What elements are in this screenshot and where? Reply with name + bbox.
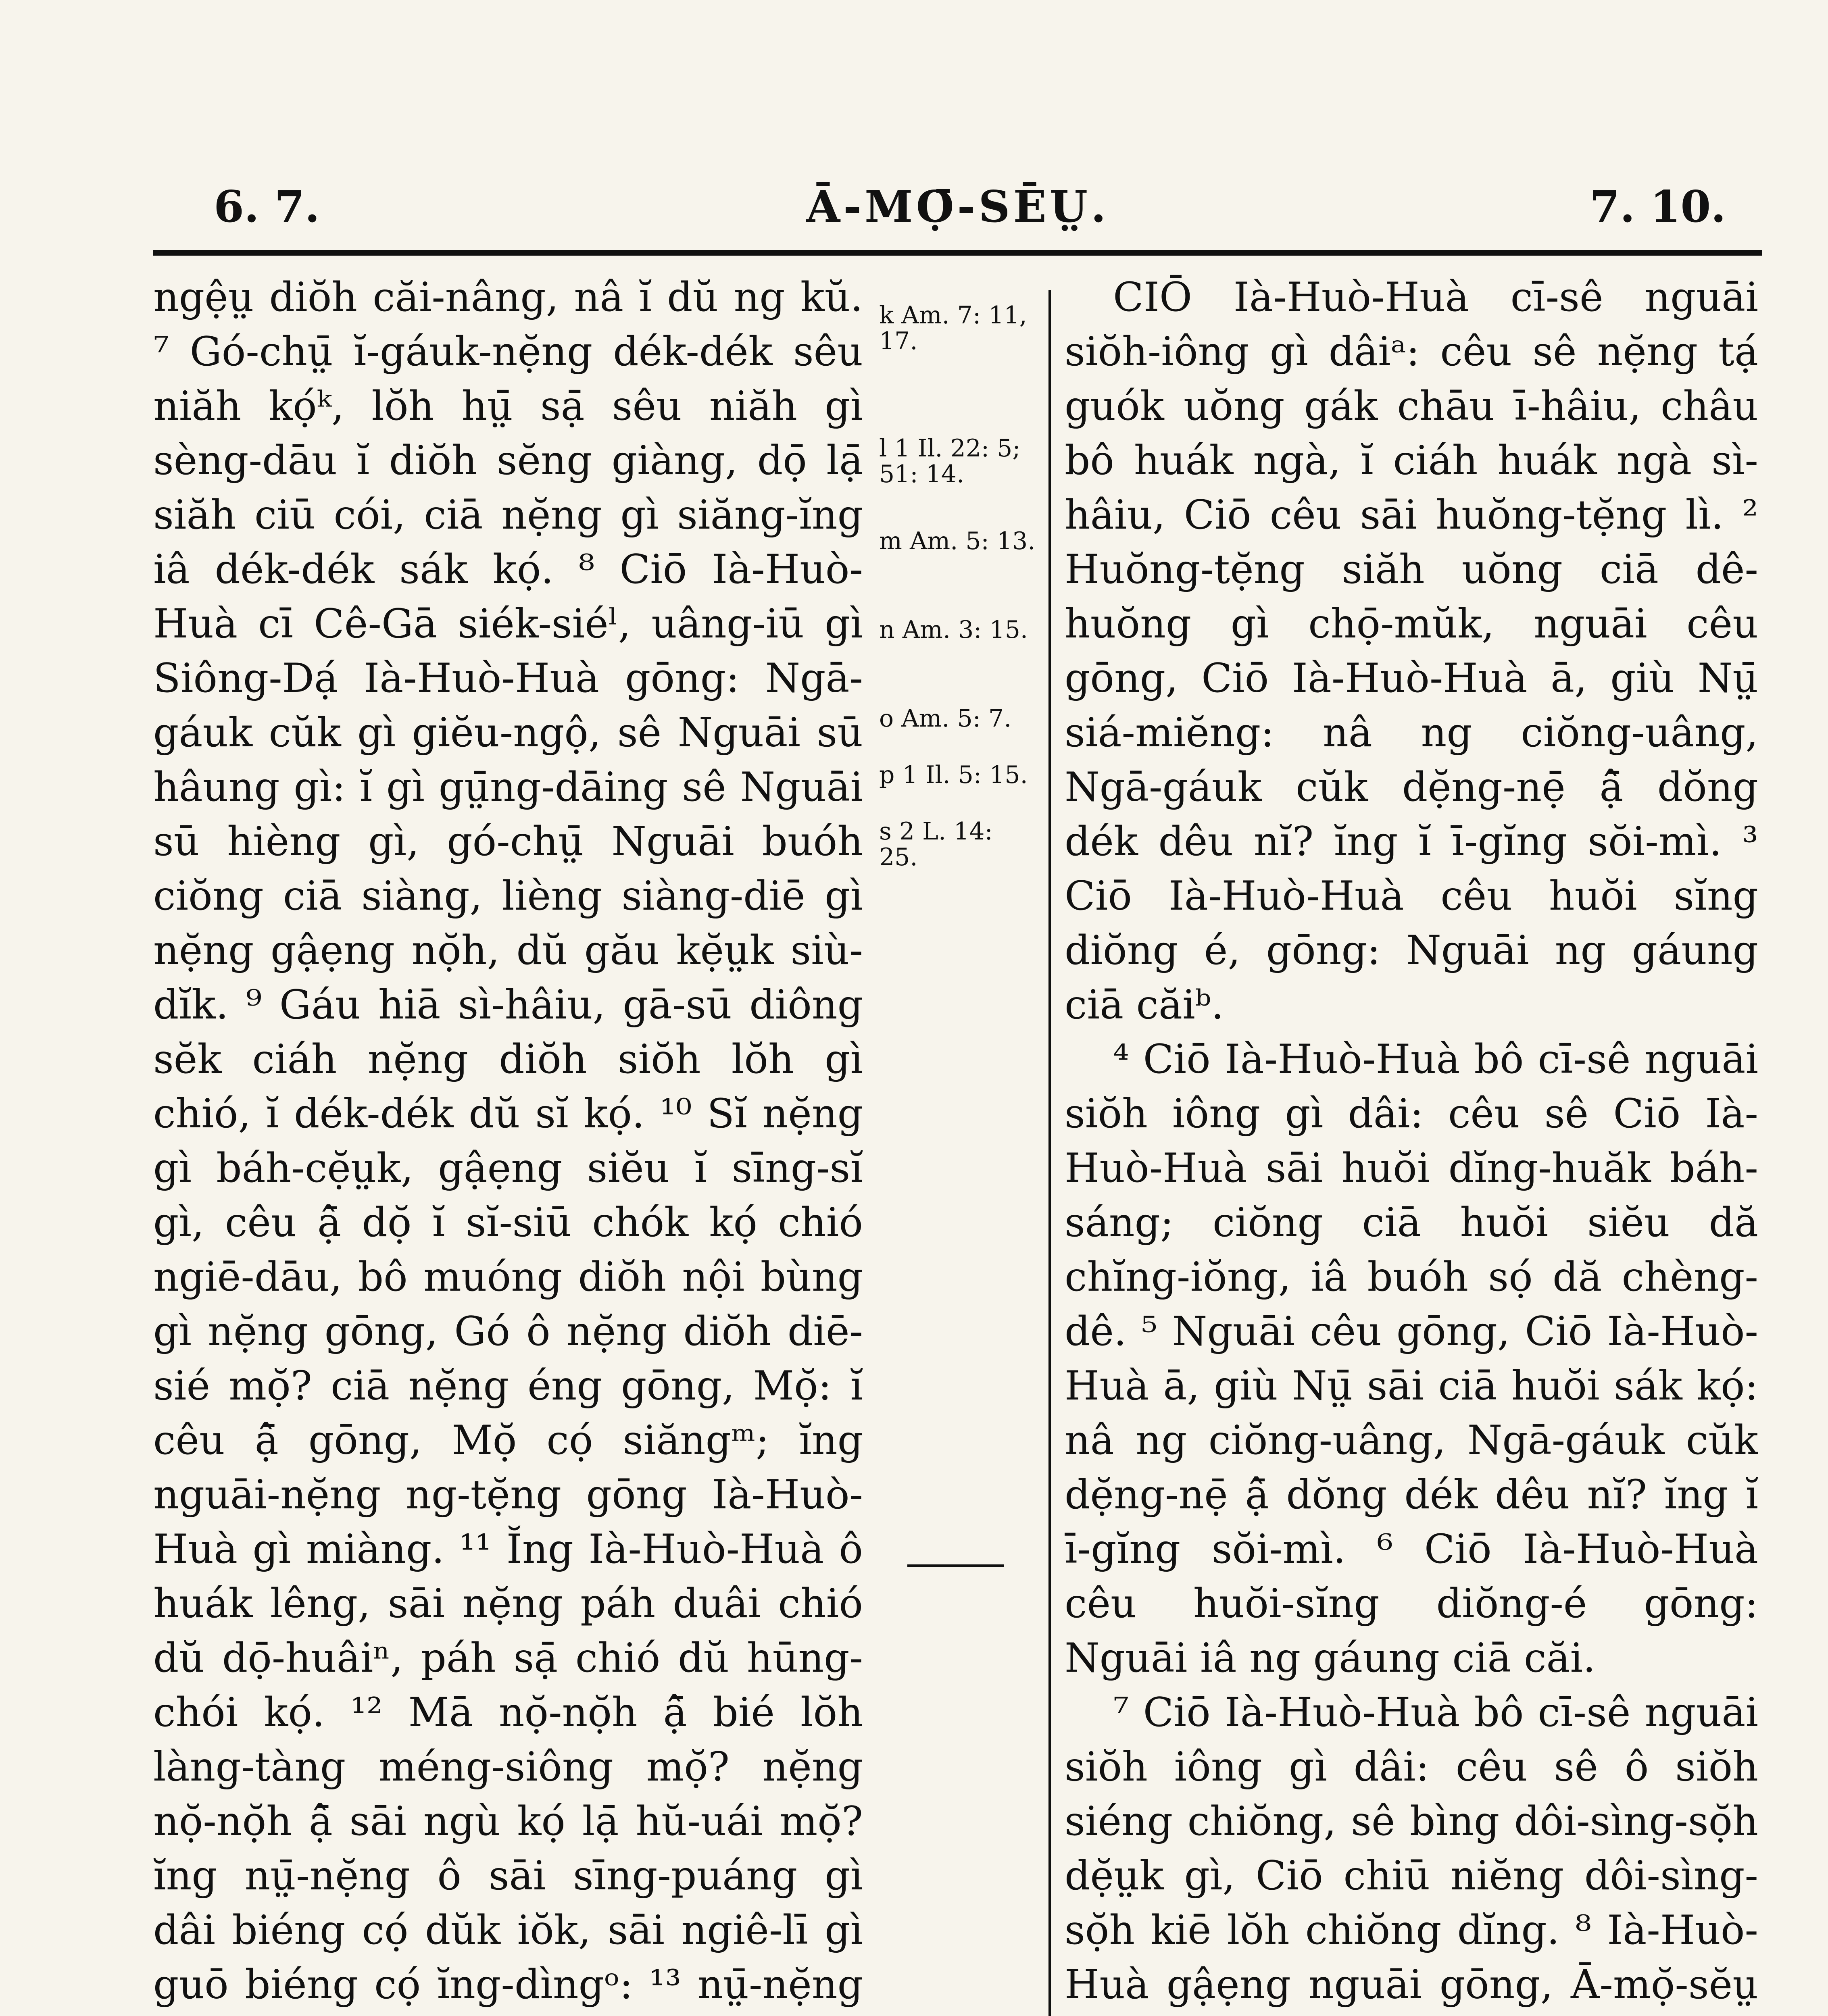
cross-reference: n Am. 3: 15. [879, 616, 1028, 644]
left-column-text: ngệṳ diŏh căi-nâng, nâ ĭ dŭ ng kŭ. ⁷ Gó-chṳ̄ ĭ-gáuk-nẹ̆ng dék-dék sêu niăh kọ́ᵏ, lŏh hṳ̄ sạ̄ sêu niăh gì sèng-dāu ĭ diŏh sĕng giàng, dọ̄ lạ̄ siăh ciū cói, ciā nẹ̆ng gì siăng-ĭng iâ dék-dék sák kọ́. ⁸ Ciō Ià-Huò-Huà cī Cê-Gā siék-siéˡ, uâng-iū gì Siông-Dạ́ Ià-Huò-Huà gōng: Ngā-gáuk cŭk gì giĕu-ngộ, sê Nguāi sū hâung gì: ĭ gì gṳ̄ng-dāing sê Nguāi sū hièng gì, gó-chṳ̄ Nguāi buóh ciŏng ciā siàng, lièng siàng-diē gì nẹ̆ng gậẹng nọ̆h, dŭ gău kẹ̆ṳk siù-dĭk. ⁹ Gáu hiā sì-hâiu, gā-sū diông sĕk ciáh nẹ̆ng diŏh siŏh lŏh gì chió, ĭ dék-dék dŭ sĭ kọ́. ¹⁰ Sĭ nẹ̆ng gì báh-cẹ̆ṳk, gậẹng siĕu ĭ sīng-sĭ gì, cêu ậ̄ dọ̆ ĭ sĭ-siū chók kọ́ chió ngiē-dāu, bô muóng diŏh nội bùng gì nẹ̆ng gōng, Gó ô nẹ̆ng diŏh diē-sié mọ̆? ciā nẹ̆ng éng gōng, Mọ̆: ĭ cêu ậ̄ gōng, Mọ̆ cọ́ siăngᵐ; ĭng nguāi-nẹ̆ng ng-tẹ̆ng gōng Ià-Huò-Huà gì miàng. ¹¹ Ĭng Ià-Huò-Huà ô huák lêng, sāi nẹ̆ng páh duâi chió dŭ dọ̄-huâiⁿ, páh sạ̄ chió dŭ hūng-chói kọ́. ¹² Mā nọ̆-nọ̆h ậ̄ bié lŏh làng-tàng méng-siông mọ̆? nẹ̆ng nọ̆-nọ̆h ậ̄ sāi ngù kọ́ lạ̄ hŭ-uái mọ̆? ĭng nṳ̄-nẹ̆ng ô sāi sīng-puáng gì dâi biéng cọ́ dŭk iŏk, sāi ngiê-lī gì guō biéng cọ́ ĭng-dìngᵒ: ¹³ nṳ̄-nẹ̆ng [153, 274, 863, 2008]
right-paragraph: ⁷ Ciō Ià-Huò-Huà bô cī-sê nguāi siŏh iông gì dâi: cêu sê ô siŏh siéng chiŏng, sê bìng dôi-sìng-sọ̆h dẹ̆ṳk gì, Ciō chiū niĕng dôi-sìng-sọ̆h kiē lŏh chiŏng dĭng. ⁸ Ià-Huò-Huà gậẹng nguāi gōng, Ā-mọ̆-sĕṳ [1065, 1689, 1758, 2008]
page-header [173, 173, 1742, 238]
header-book-title: Ā-MỌ̄-SĒṲ. [806, 181, 1109, 232]
right-text-column [1065, 270, 1758, 2016]
cross-reference: k Am. 7: 11, 17. [879, 301, 1027, 355]
header-chapter-right: 7. 10. [1589, 181, 1726, 232]
right-paragraph: CIŌ Ià-Huò-Huà cī-sê nguāi siŏh-iông gì dâiᵃ: cêu sê nẹ̆ng tạ́ guók uŏng gák chāu ī-hâiu, châu bô huák ngà, ĭ ciáh huák ngà sì-hâiu, Ciō cêu sāi huŏng-tẹ̆ng lì. ² Huŏng-tẹ̆ng siăh uŏng ciā dê-huŏng gì chọ̄-mŭk, nguāi cêu gōng, Ciō Ià-Huò-Huà ā, giù Nṳ̄ siá-miĕng: nâ ng ciŏng-uâng, Ngā-gáuk cŭk dẹ̆ng-nẹ̄ ậ̄ dŏng dék dêu nĭ? ĭng ĭ ī-gĭng sŏi-mì. ³ Ciō Ià-Huò-Huà cêu huŏi sĭng diŏng é, gōng: Nguāi ng gáung ciā căiᵇ. [1065, 274, 1758, 1028]
cross-reference: m Am. 5: 13. [879, 527, 1036, 555]
header-chapter-left: 6. 7. [214, 181, 320, 232]
cross-reference: l 1 Il. 22: 5; 51: 14. [879, 434, 1021, 488]
column-rule [1048, 290, 1051, 2016]
cross-reference: p 1 Il. 5: 15. [879, 761, 1028, 789]
cross-reference: s 2 L. 14: 25. [879, 817, 993, 871]
header-rule [153, 250, 1762, 256]
right-paragraph: ⁴ Ciō Ià-Huò-Huà bô cī-sê nguāi siŏh iông gì dâi: cêu sê Ciō Ià-Huò-Huà sāi huŏi dĭng-huăk báh-sáng; ciŏng ciā huŏi siĕu dă chĭng-iŏng, iâ buóh sọ́ dă chèng-dê. ⁵ Nguāi cêu gōng, Ciō Ià-Huò-Huà ā, giù Nṳ̄ sāi ciā huŏi sák kọ́: nâ ng ciŏng-uâng, Ngā-gáuk cŭk dẹ̆ng-nẹ̄ ậ̄ dŏng dék dêu nĭ? ĭng ĭ ī-gĭng sŏi-mì. ⁶ Ciō Ià-Huò-Huà cêu huŏi-sĭng diŏng-é gōng: Nguāi iâ ng gáung ciā căi. [1065, 1036, 1758, 1681]
cross-reference: o Am. 5: 7. [879, 704, 1012, 733]
left-text-column [153, 270, 863, 2016]
margin-divider [871, 1564, 1040, 1567]
cross-reference-column [871, 302, 1040, 2016]
